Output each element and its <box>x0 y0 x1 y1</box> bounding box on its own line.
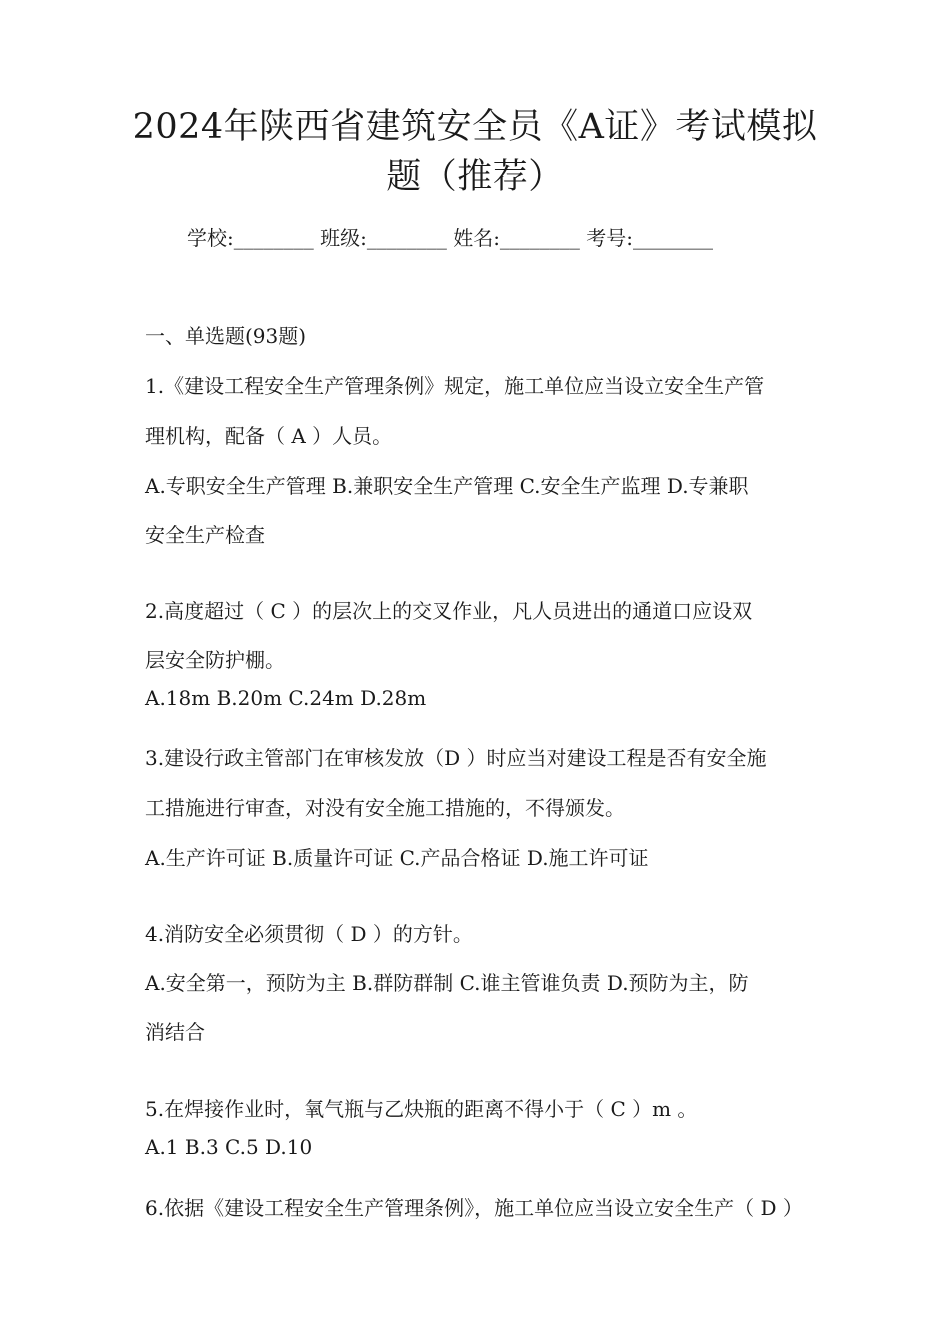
question-5-stem-line-1: 5.在焊接作业时，氧气瓶与乙炔瓶的距离不得小于（ C ）m 。 <box>145 1097 698 1121</box>
question-6-stem-line-1: 6.依据《建设工程安全生产管理条例》，施工单位应当设立安全生产（ D ） <box>145 1196 803 1220</box>
question-1-stem-line-1: 1.《建设工程安全生产管理条例》规定，施工单位应当设立安全生产管 <box>145 374 765 398</box>
student-info-line: 学校:________ 班级:________ 姓名:________ 考号:________ <box>187 226 714 250</box>
question-3-options-line-1: A.生产许可证 B.质量许可证 C.产品合格证 D.施工许可证 <box>145 846 649 870</box>
section-heading: 一、单选题(93题) <box>145 324 307 348</box>
question-3-stem-line-1: 3.建设行政主管部门在审核发放（D ）时应当对建设工程是否有安全施 <box>145 746 767 770</box>
document-title-line-1: 2024年陕西省建筑安全员《A证》考试模拟 <box>132 107 818 147</box>
question-3-stem-line-2: 工措施进行审查，对没有安全施工措施的，不得颁发。 <box>145 796 625 820</box>
question-4-options-line-2: 消结合 <box>145 1020 205 1044</box>
question-1-options-line-2: 安全生产检查 <box>145 523 265 547</box>
question-1-options-line-1: A.专职安全生产管理 B.兼职安全生产管理 C.安全生产监理 D.专兼职 <box>145 474 749 498</box>
question-4-options-line-1: A.安全第一，预防为主 B.群防群制 C.谁主管谁负责 D.预防为主，防 <box>145 971 749 995</box>
question-2-stem-line-2: 层安全防护棚。 <box>145 648 285 672</box>
question-4-stem-line-1: 4.消防安全必须贯彻（ D ）的方针。 <box>145 922 473 946</box>
question-1-stem-line-2: 理机构，配备（ A ）人员。 <box>145 424 393 448</box>
question-2-stem-line-1: 2.高度超过（ C ）的层次上的交叉作业，凡人员进出的通道口应设双 <box>145 599 753 623</box>
question-5-options-line-1: A.1 B.3 C.5 D.10 <box>145 1135 313 1159</box>
question-2-options-line-1: A.18m B.20m C.24m D.28m <box>145 686 427 710</box>
document-title-line-2: 题（推荐） <box>386 157 564 197</box>
